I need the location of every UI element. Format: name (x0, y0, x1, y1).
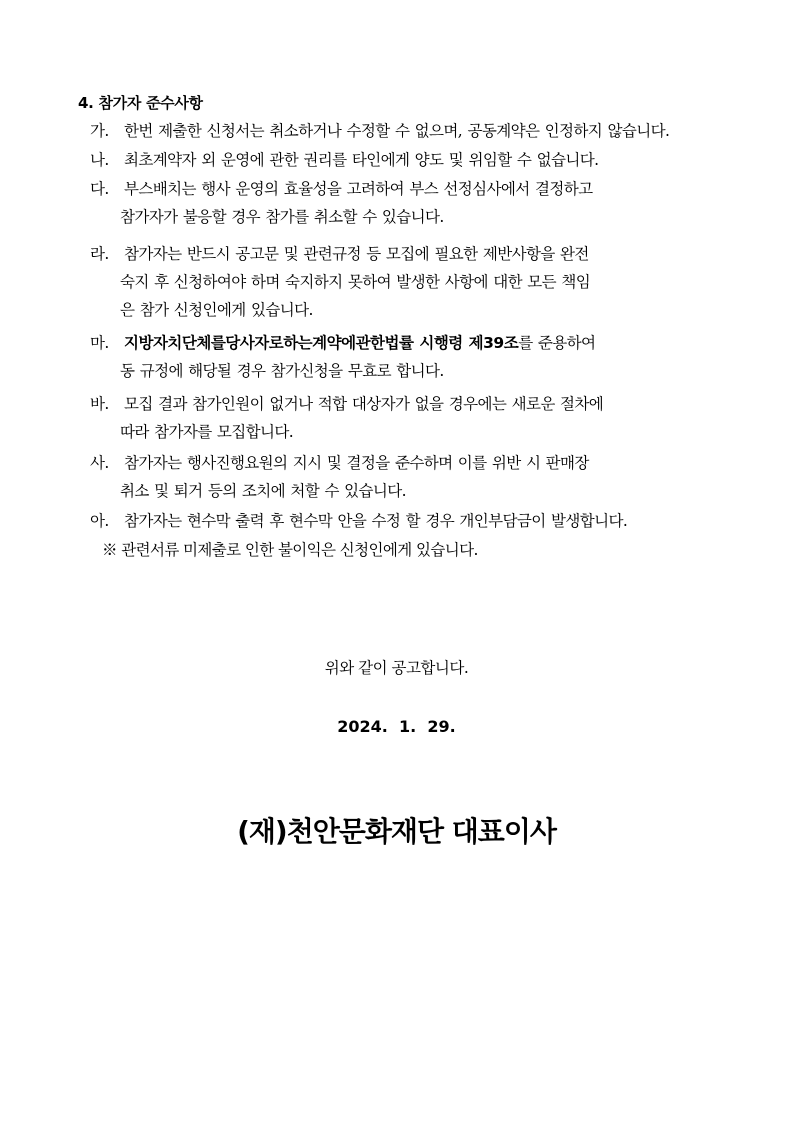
item-text-continued: 은 참가 신청인에게 있습니다. (120, 301, 313, 319)
item-text: 부스배치는 행사 운영의 효율성을 고려하여 부스 선정심사에서 결정하고 (124, 180, 593, 198)
item-text: 참가자는 반드시 공고문 및 관련규정 등 모집에 필요한 제반사항을 완전 (124, 245, 589, 263)
item-marker: 마. (90, 334, 109, 352)
item-text-continued: 동 규정에 해당될 경우 참가신청을 무효로 합니다. (120, 362, 444, 380)
section-heading: 4. 참가자 준수사항 (78, 94, 203, 112)
item-text-continued: 따라 참가자를 모집합니다. (120, 423, 294, 441)
closing-statement: 위와 같이 공고합니다. (324, 659, 469, 677)
item-text: 한번 제출한 신청서는 취소하거나 수정할 수 없으며, 공동계약은 인정하지 않습니다. (124, 122, 670, 140)
item-text: 최초계약자 외 운영에 관한 권리를 타인에게 양도 및 위임할 수 없습니다. (124, 151, 599, 169)
item-marker: 나. (90, 151, 109, 169)
item-marker: 다. (90, 180, 109, 198)
item-text: 참가자는 행사진행요원의 지시 및 결정을 준수하며 이를 위반 시 판매장 (124, 454, 589, 472)
item-text: 모집 결과 참가인원이 없거나 적합 대상자가 없을 경우에는 새로운 절차에 (124, 395, 604, 413)
item-text-continued: 취소 및 퇴거 등의 조치에 처할 수 있습니다. (120, 482, 406, 500)
list-item-ma (90, 329, 730, 385)
item-text-continued: 참가자가 불응할 경우 참가를 취소할 수 있습니다. (120, 208, 444, 226)
list-item-da (90, 175, 730, 231)
announcement-date: 2024. 1. 29. (337, 717, 456, 736)
item-marker: 아. (90, 512, 109, 530)
item-text: 를 준용하여 (518, 334, 596, 352)
list-item-a (90, 507, 730, 535)
item-marker: 가. (90, 122, 109, 140)
footnote: ※ 관련서류 미제출로 인한 불이익은 신청인에게 있습니다. (102, 541, 478, 559)
list-item-na (90, 146, 730, 174)
item-text-continued: 숙지 후 신청하여야 하며 숙지하지 못하여 발생한 사항에 대한 모든 책임 (120, 273, 591, 291)
list-item-ga (90, 117, 730, 145)
item-marker: 라. (90, 245, 109, 263)
law-reference: 지방자치단체를당사자로하는계약에관한법률 시행령 제39조 (124, 334, 519, 352)
item-marker: 사. (90, 454, 109, 472)
item-text: 참가자는 현수막 출력 후 현수막 안을 수정 할 경우 개인부담금이 발생합니다. (124, 512, 628, 530)
list-item-ba (90, 390, 730, 446)
list-item-ra (90, 240, 730, 324)
organization-signature: (재)천안문화재단 대표이사 (237, 815, 556, 848)
item-marker: 바. (90, 395, 109, 413)
list-item-sa (90, 449, 730, 505)
